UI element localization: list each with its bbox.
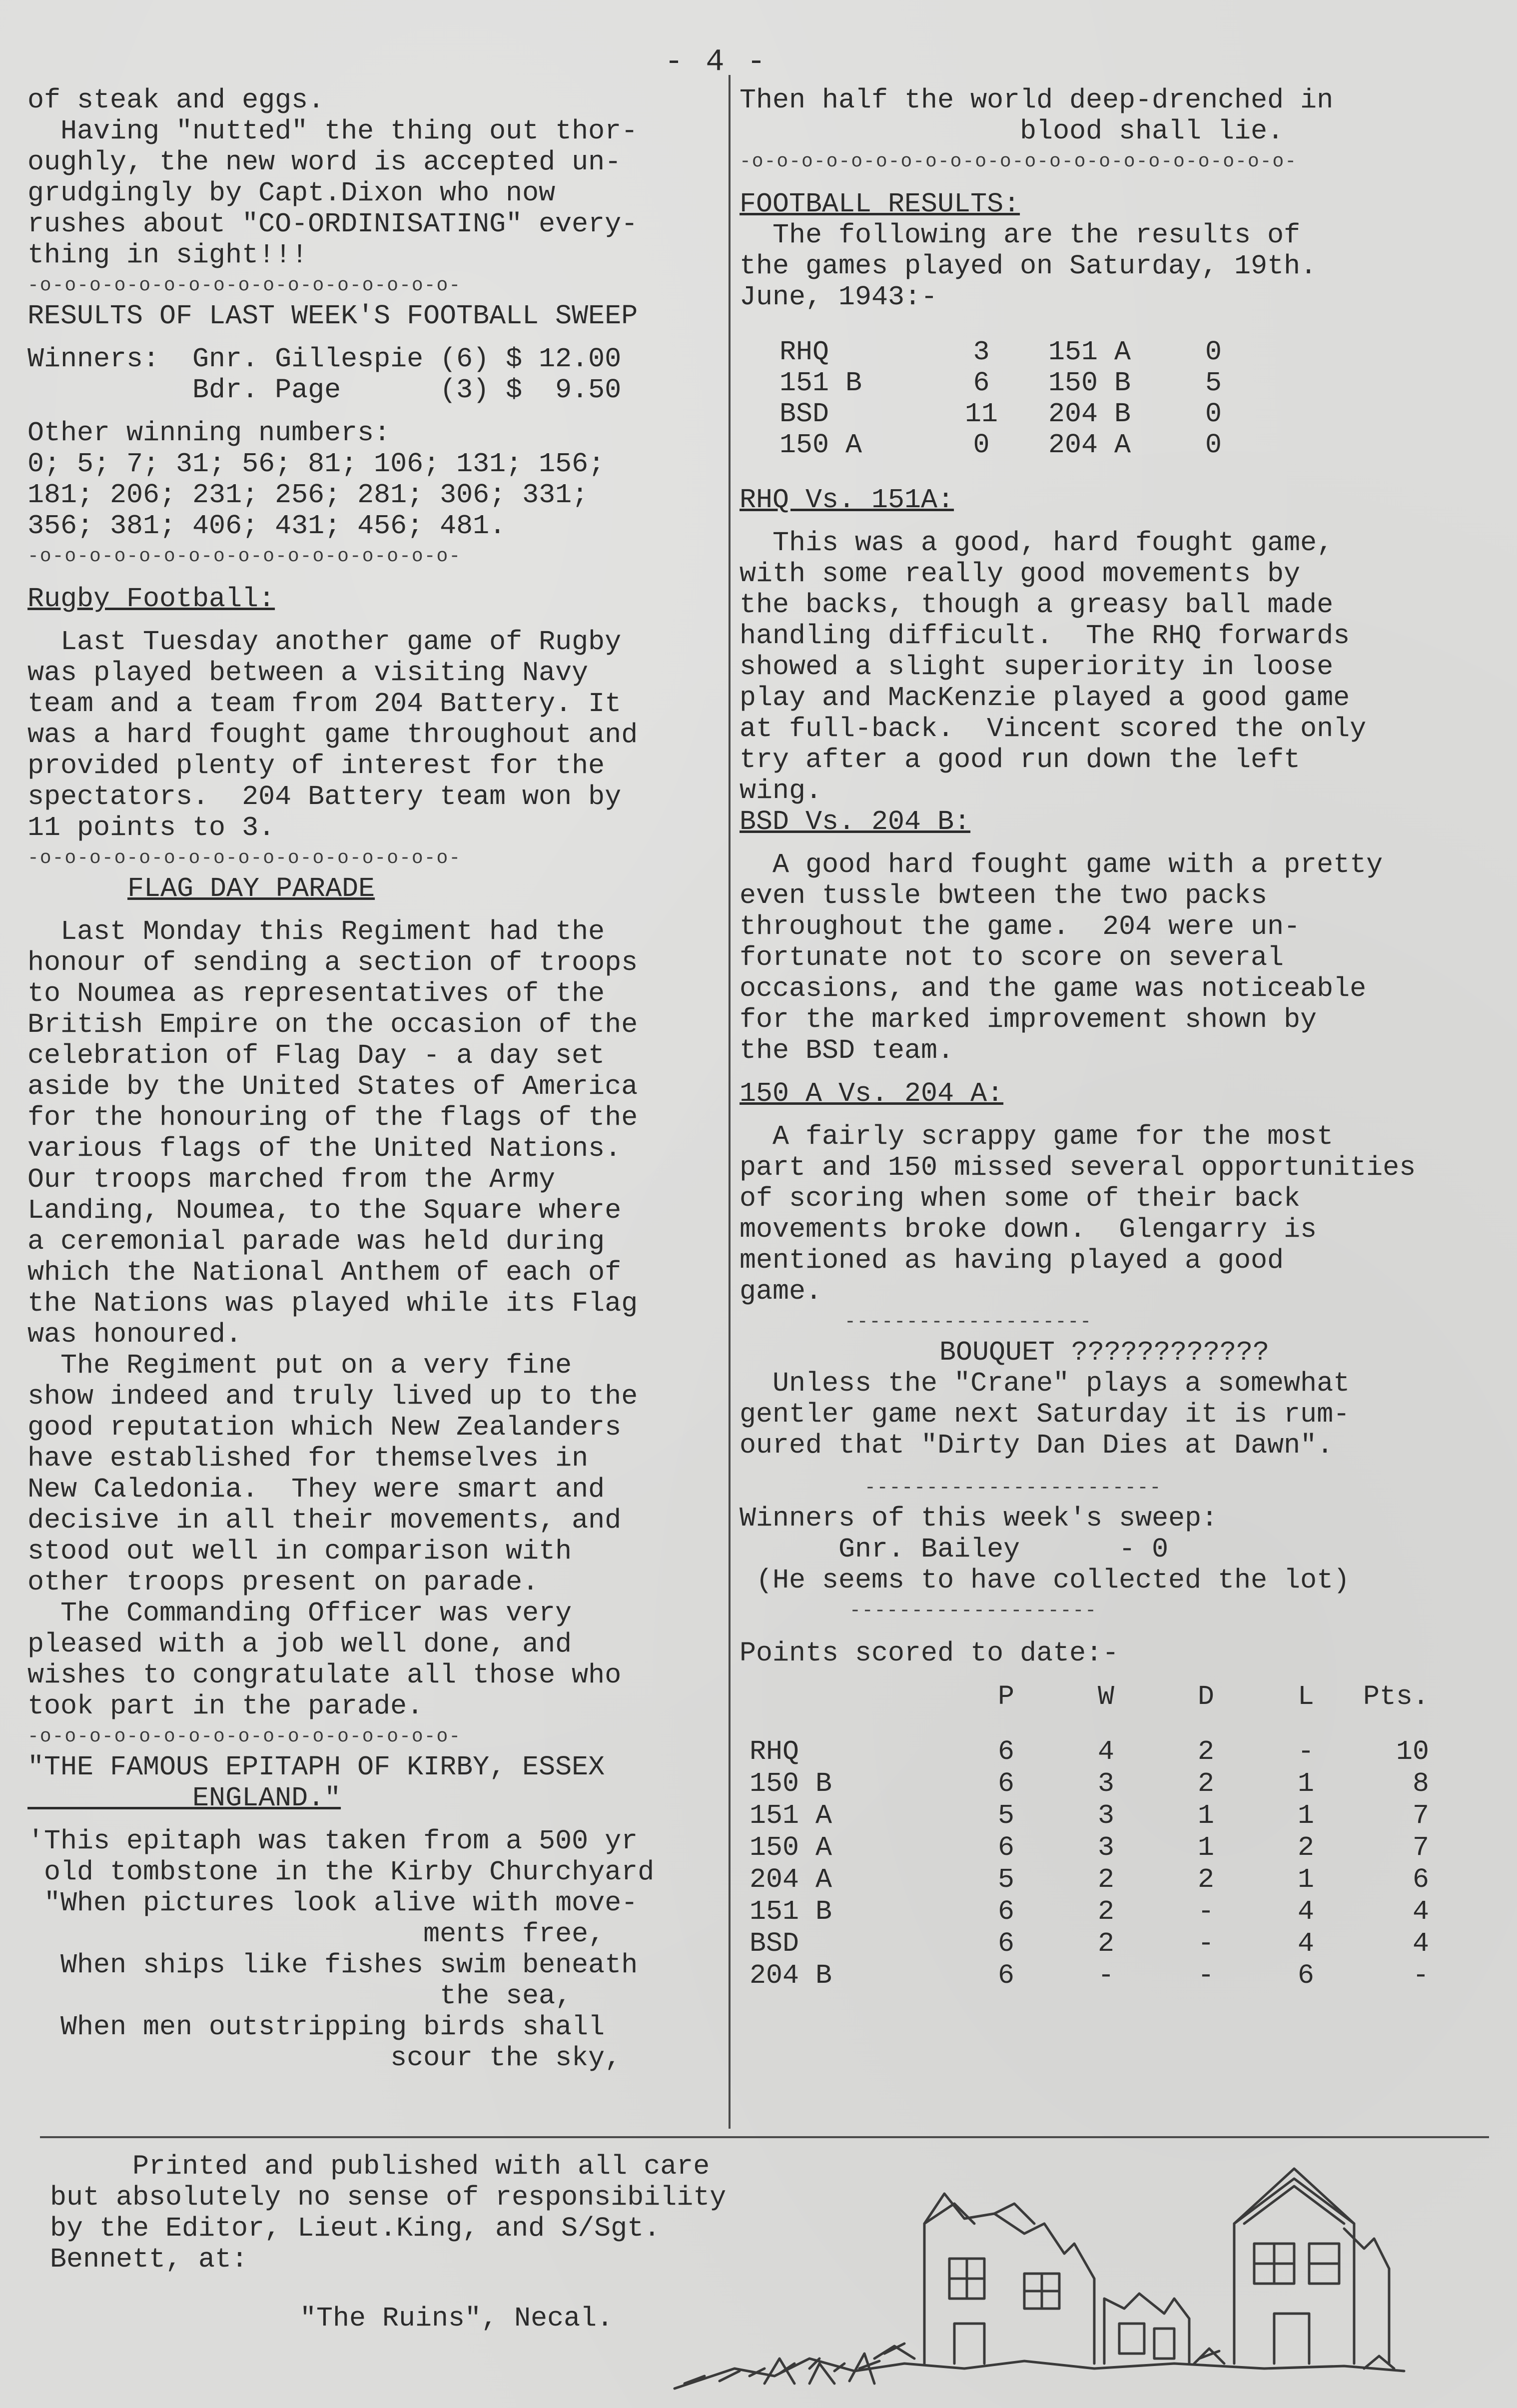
table-cell: -: [1297, 1736, 1314, 1767]
table-cell: 1: [1297, 1800, 1314, 1831]
text-line: movements broke down. Glengarry is: [740, 1214, 1317, 1245]
text-line: old tombstone in the Kirby Churchyard: [27, 1856, 655, 1888]
points-table: [750, 1681, 1429, 1992]
team-column-header: [750, 1681, 914, 1736]
table-cell: 2: [1197, 1736, 1214, 1767]
winning-numbers: 0; 5; 7; 31; 56; 81; 106; 131; 156;: [27, 448, 605, 480]
text-line: of scoring when some of their back: [740, 1183, 1301, 1214]
table-row: [779, 368, 1239, 399]
text-line: New Caledonia. They were smart and: [27, 1474, 605, 1505]
column-divider: [729, 75, 731, 2129]
right-column: [740, 85, 1484, 1992]
week-sweep-heading: Winners of this week's sweep:: [740, 1503, 1218, 1534]
team-name: RHQ: [750, 1736, 799, 1767]
text-line: spectators. 204 Battery team won by: [27, 781, 622, 812]
text-line: showed a slight superiority in loose: [740, 651, 1334, 683]
table-cell: 2: [1097, 1928, 1114, 1959]
text-line: part and 150 missed several opportunities: [740, 1152, 1416, 1183]
sweep-winner: Winners: Gnr. Gillespie (6) $ 12.00: [27, 343, 622, 375]
table-header-row: [750, 1681, 1429, 1736]
table-cell: -: [1097, 1960, 1114, 1991]
team-name: 150 A: [779, 429, 862, 461]
text-line: "When pictures look alive with move-: [27, 1887, 638, 1919]
results-table: [779, 337, 1239, 461]
score: 11: [964, 398, 998, 430]
text-line: at full-back. Vincent scored the only: [740, 713, 1367, 745]
text-line: throughout the game. 204 were un-: [740, 911, 1301, 942]
text-line: other troops present on parade.: [27, 1567, 539, 1598]
table-row: [750, 1960, 1429, 1992]
text-line: When ships like fishes swim beneath: [27, 1949, 638, 1981]
table-cell: 3: [1097, 1800, 1114, 1831]
left-column: [27, 85, 717, 2074]
text-line: Last Tuesday another game of Rugby: [27, 626, 622, 658]
text-line: Printed and published with all care: [50, 2151, 710, 2182]
bouquet-section: [740, 1337, 1484, 1461]
table-cell: 5: [997, 1800, 1014, 1831]
column-header: Pts.: [1363, 1681, 1429, 1712]
sweep-results-section: [27, 301, 717, 542]
text-line: was a hard fought game throughout and: [27, 719, 638, 751]
separator: -o-o-o-o-o-o-o-o-o-o-o-o-o-o-o-o-o-o-o-o-o-o-: [740, 151, 1298, 172]
text-line: was played between a visiting Navy: [27, 657, 589, 689]
table-row: [750, 1832, 1429, 1864]
text-line: the BSD team.: [740, 1035, 954, 1066]
table-cell: 2: [1297, 1832, 1314, 1863]
team-name: RHQ: [779, 336, 829, 368]
text-line: try after a good run down the left: [740, 744, 1301, 776]
column-header: L: [1297, 1681, 1314, 1712]
text-line: The following are the results of: [740, 219, 1301, 251]
table-cell: 1: [1197, 1832, 1214, 1863]
text-line: Having "nutted" the thing out thor-: [27, 115, 638, 147]
separator: -o-o-o-o-o-o-o-o-o-o-o-o-o-o-o-o-o-: [27, 546, 462, 567]
flag-day-heading: FLAG DAY PARADE: [127, 873, 375, 904]
team-name: BSD: [750, 1928, 799, 1959]
flag-day-section: [27, 873, 717, 1722]
text-line: for the marked improvement shown by: [740, 1004, 1317, 1035]
separator: -o-o-o-o-o-o-o-o-o-o-o-o-o-o-o-o-o-: [27, 847, 462, 869]
table-row: [750, 1864, 1429, 1896]
team-name: 204 A: [750, 1864, 832, 1895]
table-cell: 3: [1097, 1768, 1114, 1799]
match-report-bsd-204b: [740, 806, 1484, 1066]
table-row: [750, 1896, 1429, 1928]
text-line: of steak and eggs.: [27, 84, 325, 116]
rugby-section: [27, 572, 717, 843]
text-line: Bennett, at:: [50, 2244, 248, 2275]
separator: -o-o-o-o-o-o-o-o-o-o-o-o-o-o-o-o-o-: [27, 275, 462, 296]
winning-numbers: 356; 381; 406; 431; 456; 481.: [27, 510, 506, 542]
team-name: 151 B: [750, 1896, 832, 1927]
table-cell: 3: [1097, 1832, 1114, 1863]
epitaph-heading: "THE FAMOUS EPITAPH OF KIRBY, ESSEX: [27, 1751, 605, 1783]
column-header: P: [997, 1681, 1014, 1712]
football-results-section: [740, 177, 1484, 461]
text-line: even tussle bwteen the two packs: [740, 880, 1268, 911]
score: 6: [973, 367, 990, 399]
table-cell: -: [1412, 1960, 1429, 1991]
text-line: Then half the world deep-drenched in: [740, 84, 1334, 116]
text-line: rushes about "CO-ORDINISATING" every-: [27, 208, 638, 240]
points-section: [740, 1626, 1484, 1992]
text-line: 11 points to 3.: [27, 812, 275, 843]
text-line: aside by the United States of America: [27, 1071, 638, 1102]
text-line: team and a team from 204 Battery. It: [27, 688, 622, 720]
text-line: but absolutely no sense of responsibility: [50, 2182, 727, 2213]
table-row: [779, 430, 1239, 461]
separator: ------------------------: [864, 1477, 1162, 1499]
table-cell: 6: [1412, 1864, 1429, 1895]
intro-paragraph: [27, 85, 717, 271]
table-cell: 4: [1297, 1896, 1314, 1927]
match-heading: 150 A Vs. 204 A:: [740, 1078, 1004, 1109]
team-name: 150 B: [1048, 367, 1131, 399]
table-cell: 1: [1297, 1768, 1314, 1799]
text-line: by the Editor, Lieut.King, and S/Sgt.: [50, 2213, 661, 2244]
text-line: show indeed and truly lived up to the: [27, 1381, 638, 1412]
text-line: took part in the parade.: [27, 1690, 424, 1722]
sweep-winner: Bdr. Page (3) $ 9.50: [27, 374, 622, 406]
table-cell: -: [1197, 1960, 1214, 1991]
text-line: the sea,: [27, 1980, 572, 2012]
text-line: a ceremonial parade was held during: [27, 1226, 605, 1257]
text-line: This was a good, hard fought game,: [740, 527, 1334, 559]
table-cell: 8: [1412, 1768, 1429, 1799]
table-cell: 5: [997, 1864, 1014, 1895]
team-name: 151 B: [779, 367, 862, 399]
text-line: fortunate not to score on several: [740, 942, 1284, 973]
table-cell: 6: [997, 1832, 1014, 1863]
text-line: play and MacKenzie played a good game: [740, 682, 1350, 714]
football-heading: FOOTBALL RESULTS:: [740, 188, 1020, 220]
table-cell: 7: [1412, 1800, 1429, 1831]
text-line: wishes to congratulate all those who: [27, 1659, 622, 1691]
table-cell: -: [1197, 1896, 1214, 1927]
table-cell: 4: [1297, 1928, 1314, 1959]
table-cell: 2: [1097, 1864, 1114, 1895]
table-cell: 1: [1297, 1864, 1314, 1895]
publication-location: "The Ruins", Necal.: [300, 2303, 614, 2334]
table-row: [779, 399, 1239, 430]
match-report-150a-204a: [740, 1066, 1484, 1307]
table-cell: -: [1197, 1928, 1214, 1959]
text-line: which the National Anthem of each of: [27, 1257, 622, 1288]
table-row: [750, 1768, 1429, 1800]
other-numbers-heading: Other winning numbers:: [27, 417, 391, 449]
table-cell: 2: [1197, 1864, 1214, 1895]
text-line: A good hard fought game with a pretty: [740, 849, 1383, 880]
score: 0: [1205, 336, 1222, 368]
text-line: oured that "Dirty Dan Dies at Dawn".: [740, 1430, 1334, 1461]
text-line: Unless the "Crane" plays a somewhat: [740, 1368, 1350, 1399]
text-line: have established for themselves in: [27, 1443, 589, 1474]
text-line: was honoured.: [27, 1319, 242, 1350]
score: 0: [1205, 429, 1222, 461]
epitaph-section: [27, 1752, 717, 2074]
text-line: good reputation which New Zealanders: [27, 1412, 622, 1443]
table-row: [750, 1800, 1429, 1832]
match-heading: RHQ Vs. 151A:: [740, 484, 954, 516]
text-line: the games played on Saturday, 19th.: [740, 250, 1317, 282]
text-line: Landing, Noumea, to the Square where: [27, 1195, 622, 1226]
week-sweep-winner: Gnr. Bailey - 0: [740, 1534, 1169, 1565]
table-cell: 6: [997, 1896, 1014, 1927]
text-line: the Nations was played while its Flag: [27, 1288, 638, 1319]
sweep-heading: RESULTS OF LAST WEEK'S FOOTBALL SWEEP: [27, 300, 638, 332]
table-cell: 7: [1412, 1832, 1429, 1863]
table-cell: 2: [1197, 1768, 1214, 1799]
winning-numbers: 181; 206; 231; 256; 281; 306; 331;: [27, 479, 589, 511]
text-line: thing in sight!!!: [27, 239, 308, 271]
text-line: wing.: [740, 775, 822, 806]
text-line: When men outstripping birds shall: [27, 2011, 605, 2043]
text-line: June, 1943:-: [740, 281, 938, 313]
table-cell: 2: [1097, 1896, 1114, 1927]
match-report-rhq-151a: [740, 461, 1484, 806]
table-cell: 6: [997, 1768, 1014, 1799]
epitaph-heading: ENGLAND.": [27, 1782, 341, 1814]
text-line: The Regiment put on a very fine: [27, 1350, 572, 1381]
table-row: [750, 1736, 1429, 1768]
text-line: game.: [740, 1276, 822, 1307]
text-line: occasions, and the game was noticeable: [740, 973, 1367, 1004]
text-line: scour the sky,: [27, 2042, 622, 2074]
team-name: 150 A: [750, 1832, 832, 1863]
separator: -o-o-o-o-o-o-o-o-o-o-o-o-o-o-o-o-o-: [27, 1726, 462, 1747]
footer-divider: [40, 2136, 1489, 2138]
epitaph-continued: [740, 85, 1484, 147]
team-name: 150 B: [750, 1768, 832, 1799]
text-line: decisive in all their movements, and: [27, 1505, 622, 1536]
match-heading: BSD Vs. 204 B:: [740, 806, 971, 837]
table-row: [779, 337, 1239, 368]
column-header: W: [1097, 1681, 1114, 1712]
team-name: 151 A: [750, 1800, 832, 1831]
score: 5: [1205, 367, 1222, 399]
text-line: Our troops marched from the Army: [27, 1164, 556, 1195]
text-line: oughly, the new word is accepted un-: [27, 146, 622, 178]
table-cell: 4: [1097, 1736, 1114, 1767]
page-number: - 4 -: [665, 44, 768, 79]
table-cell: 6: [997, 1928, 1014, 1959]
text-line: pleased with a job well done, and: [27, 1628, 572, 1660]
text-line: handling difficult. The RHQ forwards: [740, 620, 1350, 652]
week-sweep-section: [740, 1503, 1484, 1596]
team-name: 151 A: [1048, 336, 1131, 368]
table-cell: 6: [997, 1960, 1014, 1991]
text-line: British Empire on the occasion of the: [27, 1009, 638, 1040]
text-line: ments free,: [27, 1918, 605, 1950]
week-sweep-note: (He seems to have collected the lot): [740, 1565, 1350, 1596]
separator: --------------------: [844, 1311, 1093, 1333]
table-cell: 4: [1412, 1928, 1429, 1959]
team-name: 204 B: [750, 1960, 832, 1991]
text-line: the backs, though a greasy ball made: [740, 589, 1334, 621]
text-line: 'This epitaph was taken from a 500 yr: [27, 1825, 638, 1857]
ruins-sketch-drawing: [645, 2149, 1424, 2399]
text-line: with some really good movements by: [740, 558, 1301, 590]
team-name: BSD: [779, 398, 829, 430]
table-cell: 6: [1297, 1960, 1314, 1991]
table-row: [750, 1928, 1429, 1960]
text-line: blood shall lie.: [740, 115, 1284, 147]
rugby-heading: Rugby Football:: [27, 583, 275, 615]
score: 0: [973, 429, 990, 461]
text-line: stood out well in comparison with: [27, 1536, 572, 1567]
separator: --------------------: [849, 1600, 1098, 1621]
column-header: D: [1197, 1681, 1214, 1712]
text-line: honour of sending a section of troops: [27, 947, 638, 978]
text-line: for the honouring of the flags of the: [27, 1102, 638, 1133]
text-line: Last Monday this Regiment had the: [27, 916, 605, 947]
text-line: provided plenty of interest for the: [27, 750, 605, 782]
text-line: celebration of Flag Day - a day set: [27, 1040, 605, 1071]
score: 3: [973, 336, 990, 368]
text-line: to Noumea as representatives of the: [27, 978, 605, 1009]
bouquet-heading: BOUQUET ????????????: [939, 1337, 1270, 1368]
text-line: The Commanding Officer was very: [27, 1598, 572, 1629]
table-cell: 6: [997, 1736, 1014, 1767]
table-cell: 4: [1412, 1896, 1429, 1927]
table-cell: 1: [1197, 1800, 1214, 1831]
points-heading: Points scored to date:-: [740, 1637, 1119, 1669]
table-cell: 10: [1396, 1736, 1429, 1767]
team-name: 204 B: [1048, 398, 1131, 430]
text-line: mentioned as having played a good: [740, 1245, 1284, 1276]
text-line: grudgingly by Capt.Dixon who now: [27, 177, 556, 209]
score: 0: [1205, 398, 1222, 430]
text-line: gentler game next Saturday it is rum-: [740, 1399, 1350, 1430]
text-line: various flags of the United Nations.: [27, 1133, 622, 1164]
team-name: 204 A: [1048, 429, 1131, 461]
text-line: A fairly scrappy game for the most: [740, 1121, 1334, 1152]
